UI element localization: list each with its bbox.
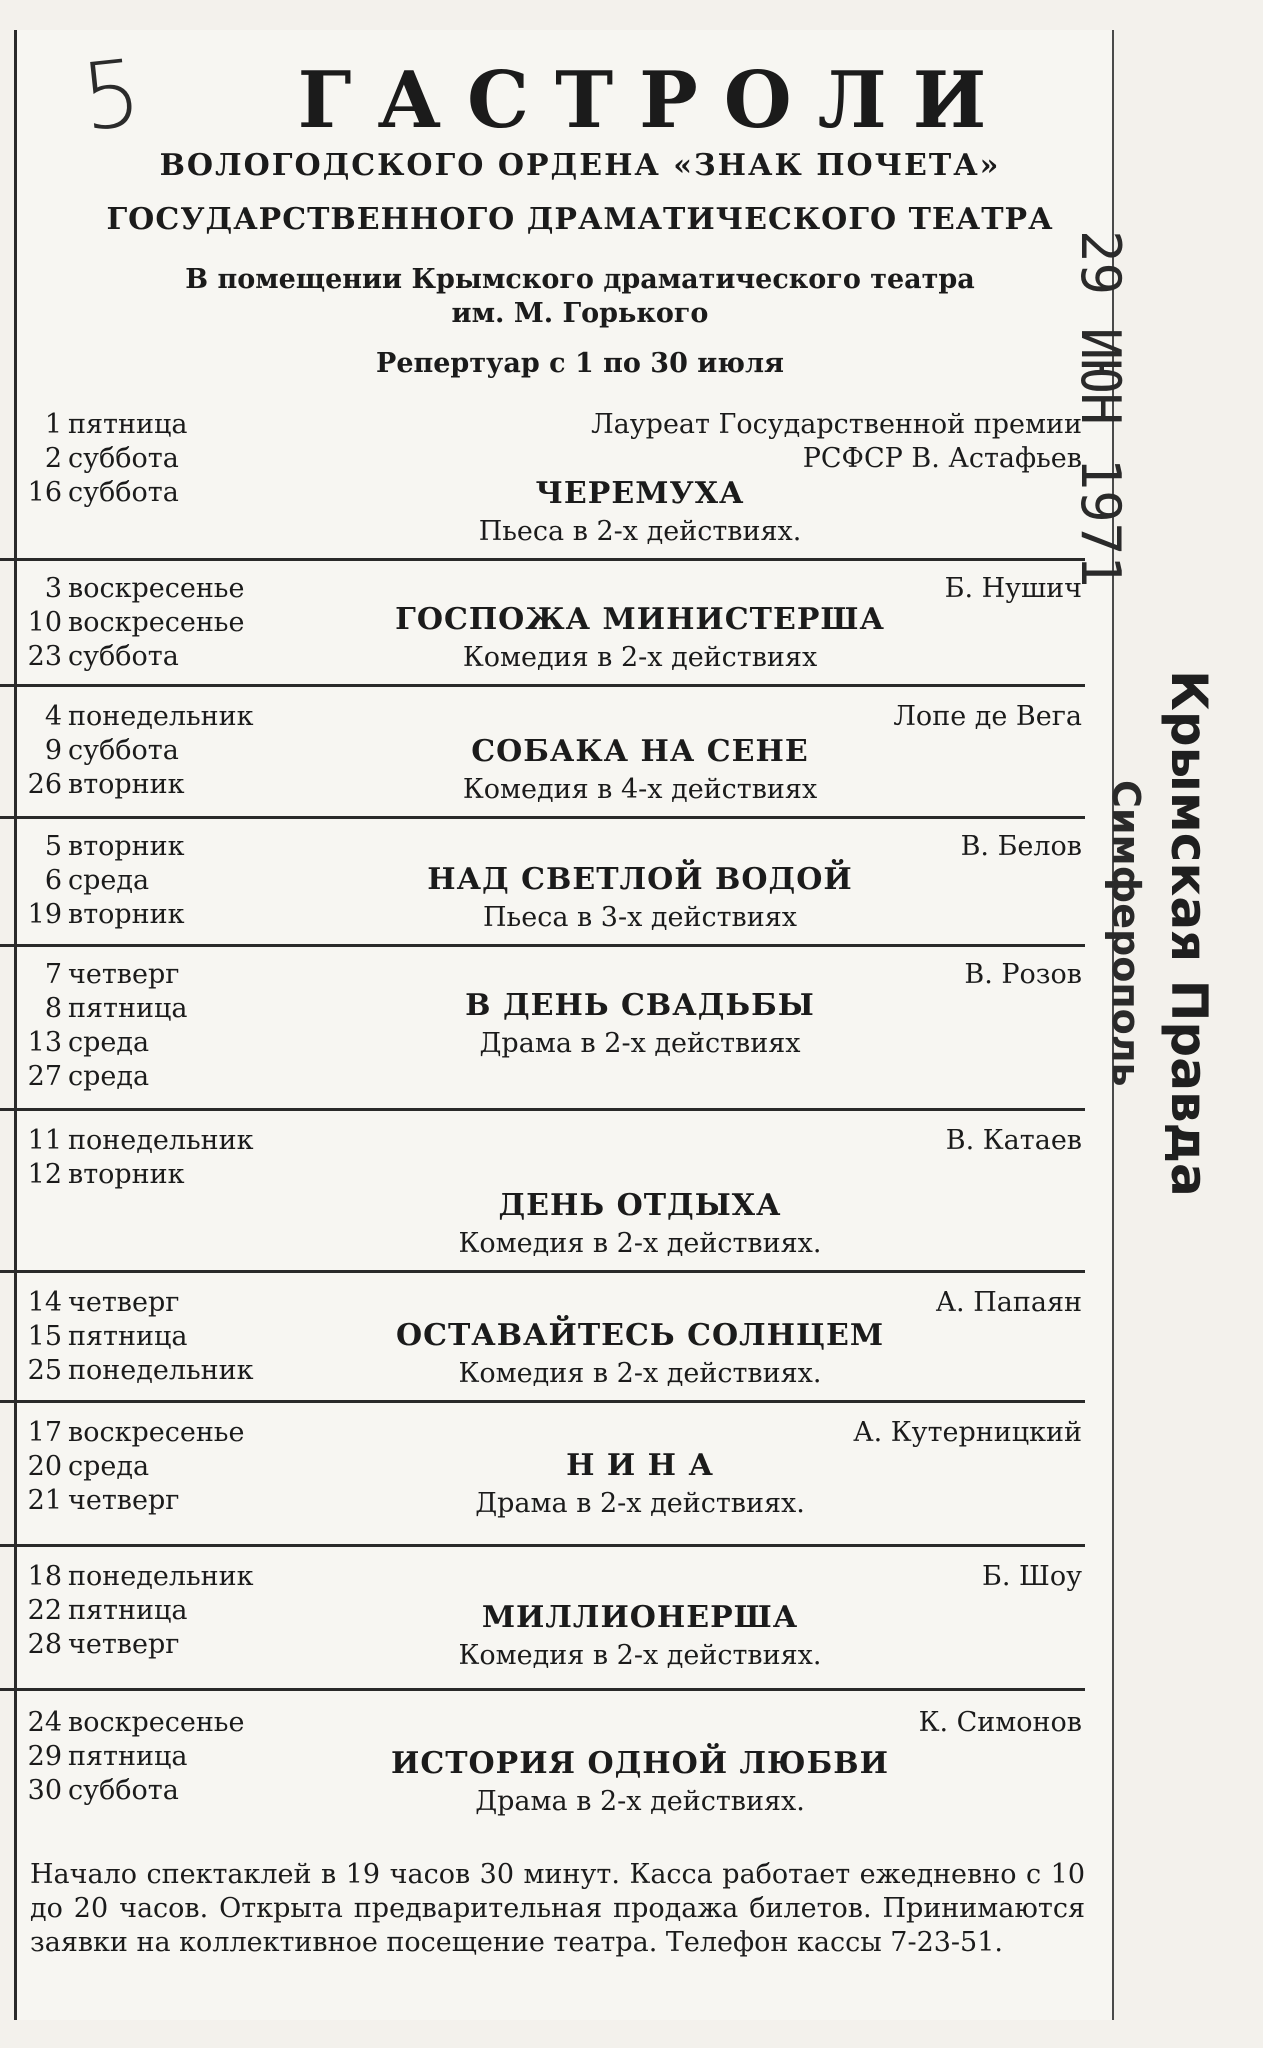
weekday: суббота bbox=[68, 641, 179, 672]
day-number: 18 bbox=[27, 1561, 62, 1592]
play-title: В ДЕНЬ СВАДЬБЫ bbox=[465, 988, 815, 1023]
weekday: четверг bbox=[68, 959, 180, 990]
performance-dates bbox=[18, 572, 245, 674]
weekday: понедельник bbox=[68, 1561, 254, 1592]
separator-rule bbox=[0, 558, 1085, 561]
weekday: воскресенье bbox=[68, 1417, 245, 1448]
date-row bbox=[18, 442, 187, 476]
day-number: 17 bbox=[27, 1417, 62, 1448]
day-number: 7 bbox=[44, 959, 62, 990]
day-number: 29 bbox=[27, 1741, 62, 1772]
date-row bbox=[18, 1484, 245, 1518]
author-line: Б. Шоу bbox=[982, 1561, 1082, 1592]
play-genre: Комедия в 2-х действиях. bbox=[458, 1358, 822, 1389]
date-row bbox=[18, 898, 185, 932]
play-genre: Комедия в 2-х действиях. bbox=[458, 1228, 822, 1259]
separator-rule bbox=[0, 816, 1085, 819]
day-number: 25 bbox=[27, 1355, 62, 1386]
day-number: 5 bbox=[44, 831, 62, 862]
date-row bbox=[18, 606, 245, 640]
separator-rule bbox=[0, 1400, 1085, 1403]
author-line: В. Белов bbox=[960, 831, 1082, 862]
day-number: 22 bbox=[27, 1595, 62, 1626]
venue-line2: им. М. Горького bbox=[451, 298, 709, 329]
separator-rule bbox=[0, 1544, 1085, 1547]
venue-line1: В помещении Крымского драматического театра bbox=[185, 264, 975, 295]
play-title: ЧЕРЕМУХА bbox=[535, 476, 745, 511]
date-row bbox=[18, 572, 245, 606]
weekday: суббота bbox=[68, 1775, 179, 1806]
author bbox=[522, 1706, 1082, 1740]
play-genre: Драма в 2-х действиях bbox=[479, 1028, 801, 1059]
weekday: вторник bbox=[68, 899, 185, 930]
day-number: 27 bbox=[27, 1061, 62, 1092]
weekday: четверг bbox=[68, 1629, 180, 1660]
date-row bbox=[18, 734, 254, 768]
date-row bbox=[18, 1560, 254, 1594]
day-number: 23 bbox=[27, 641, 62, 672]
play-genre: Комедия в 2-х действиях bbox=[462, 642, 818, 673]
play-title: ГОСПОЖА МИНИСТЕРША bbox=[395, 602, 885, 637]
author-line: Лауреат Государственной премии bbox=[591, 409, 1082, 440]
date-row bbox=[18, 1628, 254, 1662]
day-number: 30 bbox=[27, 1775, 62, 1806]
weekday: суббота bbox=[68, 477, 179, 508]
weekday: вторник bbox=[68, 831, 185, 862]
announcement-title: ГАСТРОЛИ bbox=[297, 55, 1013, 146]
day-number: 24 bbox=[27, 1707, 62, 1738]
date-row bbox=[18, 1594, 254, 1628]
date-row bbox=[18, 1060, 187, 1094]
weekday: среда bbox=[68, 1451, 150, 1482]
city-stamp: Симферополь bbox=[1104, 780, 1148, 1087]
weekday: среда bbox=[68, 865, 150, 896]
date-row bbox=[18, 1706, 245, 1740]
theatre-name-line1: ВОЛОГОДСКОГО ОРДЕНА «ЗНАК ПОЧЕТА» bbox=[159, 148, 1001, 183]
weekday: понедельник bbox=[68, 1355, 254, 1386]
day-number: 19 bbox=[27, 899, 62, 930]
performance-dates bbox=[18, 1560, 254, 1662]
day-number: 13 bbox=[27, 1027, 62, 1058]
separator-rule bbox=[0, 1108, 1085, 1111]
play-genre: Драма в 2-х действиях. bbox=[475, 1488, 805, 1519]
play-title: НАД СВЕТЛОЙ ВОДОЙ bbox=[427, 862, 853, 897]
play-title: Н И Н А bbox=[566, 1448, 714, 1483]
play-title: МИЛЛИОНЕРША bbox=[481, 1600, 799, 1635]
weekday: среда bbox=[68, 1061, 150, 1092]
weekday: воскресенье bbox=[68, 1707, 245, 1738]
day-number: 28 bbox=[27, 1629, 62, 1660]
author-line: В. Катаев bbox=[945, 1125, 1082, 1156]
play-title: ОСТАВАЙТЕСЬ СОЛНЦЕМ bbox=[395, 1318, 885, 1353]
play-title: СОБАКА НА СЕНЕ bbox=[471, 734, 809, 769]
weekday: четверг bbox=[68, 1485, 180, 1516]
date-row bbox=[18, 700, 254, 734]
play-genre: Пьеса в 3-х действиях bbox=[482, 902, 798, 933]
date-row bbox=[18, 830, 185, 864]
day-number: 20 bbox=[27, 1451, 62, 1482]
play-genre: Драма в 2-х действиях. bbox=[475, 1786, 805, 1817]
author-line: РСФСР В. Астафьев bbox=[802, 443, 1082, 474]
weekday: воскресенье bbox=[68, 573, 245, 604]
author bbox=[522, 1124, 1082, 1158]
day-number: 21 bbox=[27, 1485, 62, 1516]
separator-rule bbox=[0, 684, 1085, 687]
play-title: ДЕНЬ ОТДЫХА bbox=[498, 1188, 782, 1223]
author-line: В. Розов bbox=[964, 959, 1082, 990]
performance-dates bbox=[18, 1706, 245, 1808]
day-number: 6 bbox=[44, 865, 62, 896]
author-line: А. Кутерницкий bbox=[853, 1417, 1082, 1448]
day-number: 10 bbox=[27, 607, 62, 638]
date-row bbox=[18, 1354, 254, 1388]
author bbox=[522, 1286, 1082, 1320]
separator-rule bbox=[0, 1270, 1085, 1273]
date-row bbox=[18, 1286, 254, 1320]
date-row bbox=[18, 768, 254, 802]
date-row bbox=[18, 408, 187, 442]
box-office-info: Начало спектаклей в 19 часов 30 минут. Касса работает ежедневно с 10 до 20 часов. Открыта предварительная продажа билетов. Принимаются заявки на коллективное посещение театра. Телефон кассы 7-23-51. bbox=[30, 1859, 1085, 1958]
author bbox=[522, 700, 1082, 734]
performance-dates bbox=[18, 408, 187, 510]
weekday: пятница bbox=[68, 409, 188, 440]
author-line: А. Папаян bbox=[935, 1287, 1082, 1318]
author-line: Б. Нушич bbox=[944, 573, 1082, 604]
day-number: 2 bbox=[44, 443, 62, 474]
date-row bbox=[18, 1026, 187, 1060]
newspaper-name-stamp: Крымская Правда bbox=[1160, 670, 1218, 1197]
day-number: 15 bbox=[27, 1321, 62, 1352]
weekday: вторник bbox=[68, 769, 185, 800]
date-row bbox=[18, 640, 245, 674]
date-row bbox=[18, 1450, 245, 1484]
performance-dates bbox=[18, 1286, 254, 1388]
author-line: Лопе де Вега bbox=[893, 701, 1082, 732]
author bbox=[522, 958, 1082, 992]
play-title: ИСТОРИЯ ОДНОЙ ЛЮБВИ bbox=[390, 1746, 890, 1781]
date-row bbox=[18, 1740, 245, 1774]
weekday: вторник bbox=[68, 1159, 185, 1190]
date-row bbox=[18, 864, 185, 898]
play-genre: Комедия в 4-х действиях bbox=[462, 774, 818, 805]
performance-dates bbox=[18, 830, 185, 932]
date-row bbox=[18, 1774, 245, 1808]
performance-dates bbox=[18, 1416, 245, 1518]
received-date-stamp: 29 ИЮН 1971 bbox=[1069, 230, 1132, 588]
date-row bbox=[18, 1416, 245, 1450]
weekday: суббота bbox=[68, 443, 179, 474]
weekday: пятница bbox=[68, 1741, 188, 1772]
weekday: среда bbox=[68, 1027, 150, 1058]
weekday: понедельник bbox=[68, 1125, 254, 1156]
weekday: понедельник bbox=[68, 701, 254, 732]
weekday: воскресенье bbox=[68, 607, 245, 638]
day-number: 26 bbox=[27, 769, 62, 800]
theatre-name-line2: ГОСУДАРСТВЕННОГО ДРАМАТИЧЕСКОГО ТЕАТРА bbox=[106, 202, 1054, 237]
date-row bbox=[18, 1320, 254, 1354]
author bbox=[522, 572, 1082, 606]
day-number: 16 bbox=[27, 477, 62, 508]
performance-dates bbox=[18, 700, 254, 802]
weekday: пятница bbox=[68, 993, 188, 1024]
weekday: суббота bbox=[68, 735, 179, 766]
repertoire-period: Репертуар с 1 по 30 июля bbox=[376, 348, 784, 379]
day-number: 8 bbox=[44, 993, 62, 1024]
handwritten-number: 5 bbox=[76, 39, 146, 152]
separator-rule bbox=[0, 944, 1085, 947]
author bbox=[522, 1416, 1082, 1450]
weekday: пятница bbox=[68, 1321, 188, 1352]
play-genre: Комедия в 2-х действиях. bbox=[458, 1640, 822, 1671]
date-row bbox=[18, 1158, 254, 1192]
performance-dates bbox=[18, 1124, 254, 1192]
weekday: пятница bbox=[68, 1595, 188, 1626]
day-number: 3 bbox=[44, 573, 62, 604]
author bbox=[522, 408, 1082, 476]
separator-rule bbox=[0, 1688, 1085, 1691]
date-row bbox=[18, 992, 187, 1026]
performance-dates bbox=[18, 958, 187, 1094]
play-genre: Пьеса в 2-х действиях. bbox=[478, 516, 802, 547]
date-row bbox=[18, 476, 187, 510]
day-number: 1 bbox=[44, 409, 62, 440]
author-line: К. Симонов bbox=[918, 1707, 1082, 1738]
date-row bbox=[18, 1124, 254, 1158]
day-number: 9 bbox=[44, 735, 62, 766]
day-number: 4 bbox=[44, 701, 62, 732]
date-row bbox=[18, 958, 187, 992]
day-number: 12 bbox=[27, 1159, 62, 1190]
day-number: 14 bbox=[27, 1287, 62, 1318]
day-number: 11 bbox=[27, 1125, 62, 1156]
author bbox=[522, 830, 1082, 864]
weekday: четверг bbox=[68, 1287, 180, 1318]
author bbox=[522, 1560, 1082, 1594]
